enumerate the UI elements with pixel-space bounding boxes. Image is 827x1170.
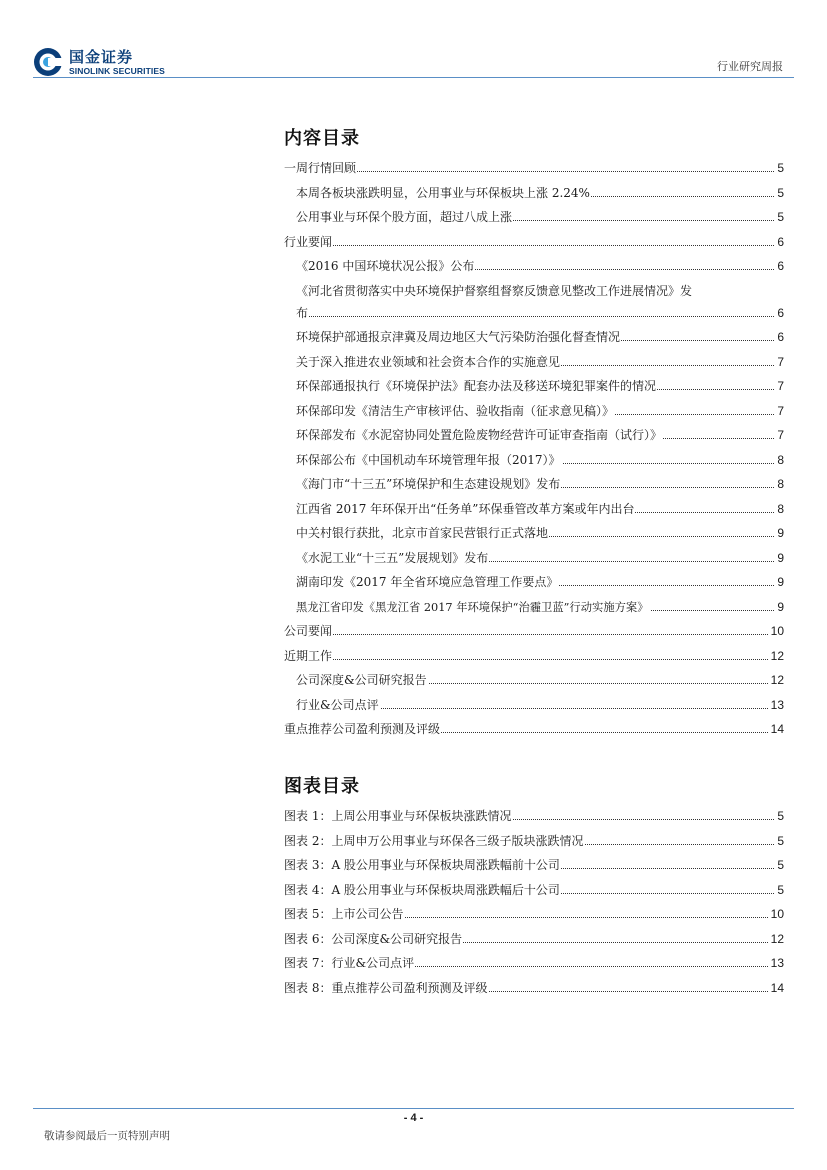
toc-entry[interactable]: 《河北省贯彻落实中央环境保护督察组督察反馈意见整改工作进展情况》发 [296, 283, 693, 298]
toc-entry[interactable]: 中关村银行获批，北京市首家民营银行正式落地 9 [284, 521, 784, 546]
toc-entry[interactable]: 《2016 中国环境状况公报》公布 6 [284, 254, 784, 279]
toc-title: 内容目录 [284, 128, 360, 149]
toc-entry[interactable]: 环保部印发《清洁生产审核评估、验收指南（征求意见稿）》 7 [284, 399, 784, 424]
figure-entry[interactable]: 图表 2：上周申万公用事业与环保各三级子版块涨跌情况 5 [284, 829, 784, 854]
toc-entry[interactable]: 环境保护部通报京津冀及周边地区大气污染防治强化督查情况 6 [284, 325, 784, 350]
toc-entry[interactable]: 江西省 2017 年环保开出“任务单”环保垂管改革方案或年内出台 8 [284, 497, 784, 522]
figure-entry[interactable]: 图表 6：公司深度&公司研究报告 12 [284, 927, 784, 952]
toc-entry[interactable]: 一周行情回顾 5 [284, 156, 784, 181]
toc-entry[interactable]: 重点推荐公司盈利预测及评级 14 [284, 717, 784, 742]
toc-entry[interactable]: 《水泥工业“十三五”发展规划》发布 9 [284, 546, 784, 571]
toc-entry-continued[interactable]: 布 6 [284, 301, 784, 326]
toc-entry[interactable]: 本周各板块涨跌明显，公用事业与环保板块上涨 2.24% 5 [284, 181, 784, 206]
figure-entry[interactable]: 图表 8：重点推荐公司盈利预测及评级 14 [284, 976, 784, 1001]
figures-title: 图表目录 [284, 776, 360, 797]
figure-entry[interactable]: 图表 7：行业&公司点评 13 [284, 951, 784, 976]
logo-english-name: SINOLINK SECURITIES [69, 66, 165, 76]
toc-entry[interactable]: 《海门市“十三五”环境保护和生态建设规划》发布 8 [284, 472, 784, 497]
figure-entry[interactable]: 图表 5：上市公司公告 10 [284, 902, 784, 927]
figure-entry[interactable]: 图表 3：A 股公用事业与环保板块周涨跌幅前十公司 5 [284, 853, 784, 878]
toc-entry[interactable]: 公司要闻 10 [284, 619, 784, 644]
toc-entry[interactable]: 公用事业与环保个股方面，超过八成上涨 5 [284, 205, 784, 230]
figure-entry[interactable]: 图表 1：上周公用事业与环保板块涨跌情况 5 [284, 804, 784, 829]
page-number: - 4 - [403, 1112, 424, 1124]
header-divider [33, 77, 794, 78]
toc-entry[interactable]: 行业&公司点评 13 [284, 693, 784, 718]
footer-divider [33, 1108, 794, 1109]
toc-entry[interactable]: 湖南印发《2017 年全省环境应急管理工作要点》 9 [284, 570, 784, 595]
toc-entry[interactable]: 环保部通报执行《环境保护法》配套办法及移送环境犯罪案件的情况 7 [284, 374, 784, 399]
toc-entry[interactable]: 关于深入推进农业领域和社会资本合作的实施意见 7 [284, 350, 784, 375]
report-type: 行业研究周报 [717, 60, 783, 73]
logo-chinese-name: 国金证券 [69, 48, 134, 66]
toc-entry[interactable]: 行业要闻 6 [284, 230, 784, 255]
toc-entry[interactable]: 公司深度&公司研究报告 12 [284, 668, 784, 693]
toc-list [284, 156, 784, 742]
figure-entry[interactable]: 图表 4：A 股公用事业与环保板块周涨跌幅后十公司 5 [284, 878, 784, 903]
toc-entry[interactable]: 黑龙江省印发《黑龙江省 2017 年环境保护“治霾卫蓝”行动实施方案》 9 [284, 595, 784, 620]
disclaimer-note: 敬请参阅最后一页特别声明 [44, 1130, 170, 1142]
toc-entry[interactable]: 近期工作 12 [284, 644, 784, 669]
sinolink-logo-icon [33, 47, 63, 77]
company-logo [33, 47, 163, 79]
toc-entry[interactable]: 环保部公布《中国机动车环境管理年报（2017）》 8 [284, 448, 784, 473]
figures-list [284, 804, 784, 1000]
toc-entry[interactable]: 环保部发布《水泥窑协同处置危险废物经营许可证审查指南（试行）》 7 [284, 423, 784, 448]
